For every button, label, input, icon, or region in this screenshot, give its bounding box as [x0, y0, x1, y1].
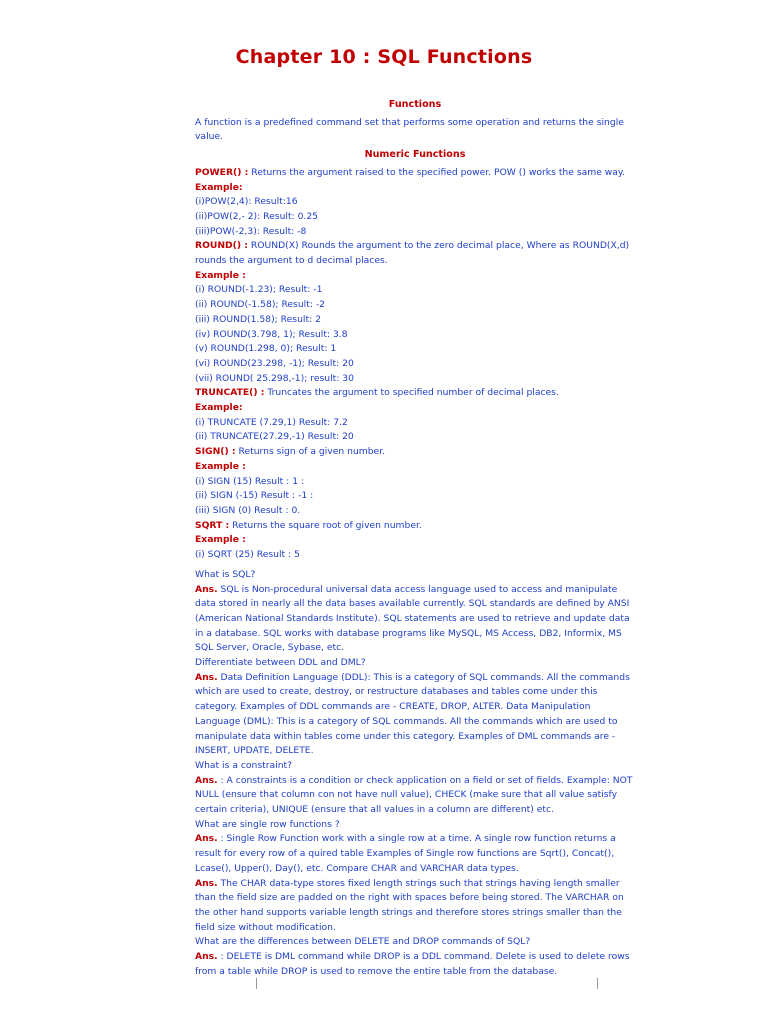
truncate-example: (i) TRUNCATE (7.29,1) Result: 7.2: [195, 416, 348, 428]
round-definition: [195, 239, 635, 268]
answer: [195, 950, 635, 979]
answer-label: Ans.: [195, 877, 218, 889]
functions-heading: Functions: [388, 99, 442, 110]
round-example: (vi) ROUND(23.298, -1); Result: 20: [195, 357, 354, 369]
sign-definition: [195, 445, 635, 460]
answer-text: : Single Row Function work with a single row at a time. A single row function returns a result for every row of a quired table Examples of Single row functions are Sqrt(), Concat(), Lcase(), Upper(), Day(), etc. Compare CHAR and VARCHAR data types.: [195, 833, 616, 874]
sign-example: (ii) SIGN (-15) Result : -1 :: [195, 490, 314, 502]
sqrt-description: Returns the square root of given number.: [229, 519, 422, 531]
question: What are single row functions ?: [195, 818, 340, 830]
question: What is a constraint?: [195, 759, 293, 771]
round-example-label: Example :: [195, 269, 246, 281]
answer-text: : DELETE is DML command while DROP is a DDL command. Delete is used to delete rows from a table while DROP is used to remove the entire table from the database.: [195, 951, 630, 977]
answer-label: Ans.: [195, 951, 218, 963]
question: What is SQL?: [195, 568, 256, 580]
answer: [195, 583, 635, 657]
round-example: (i) ROUND(-1.23); Result: -1: [195, 284, 323, 296]
power-label: POWER() :: [195, 166, 249, 178]
sign-example-label: Example :: [195, 460, 246, 472]
sqrt-label: SQRT :: [195, 519, 230, 531]
answer-label: Ans.: [195, 833, 218, 845]
sqrt-example-label: Example :: [195, 534, 246, 546]
power-description: Returns the argument raised to the specified power. POW () works the same way.: [248, 166, 625, 178]
sign-example: (i) SIGN (15) Result : 1 :: [195, 475, 305, 487]
truncate-description: Truncates the argument to specified number of decimal places.: [264, 387, 559, 399]
answer: [195, 832, 635, 876]
round-example: (vii) ROUND( 25.298,-1); result: 30: [195, 372, 354, 384]
chapter-title: Chapter 10 : SQL Functions: [235, 46, 533, 68]
answer: [195, 877, 635, 936]
question: Differentiate between DDL and DML?: [195, 657, 366, 669]
document-body: [195, 98, 635, 979]
power-example: (i)POW(2,4): Result:16: [195, 196, 298, 208]
answer-label: Ans.: [195, 671, 218, 683]
round-label: ROUND() :: [195, 240, 248, 252]
answer: [195, 671, 635, 759]
sqrt-example: (i) SQRT (25) Result : 5: [195, 549, 300, 561]
footer-left-divider: [256, 978, 257, 989]
answer-text: : A constraints is a condition or check application on a field or set of fields. Example: NOT NULL (ensure that column con not have null value), CHECK (make sure that all value satisfy certain criteria), UNIQUE (ensure that all values in a column are different) etc.: [195, 774, 633, 816]
power-example-label: Example:: [195, 181, 243, 193]
answer: [195, 774, 635, 818]
footer-right-divider: [597, 978, 598, 989]
answer-label: Ans.: [195, 583, 218, 595]
power-example: (iii)POW(-2,3): Result: -8: [195, 225, 307, 237]
truncate-definition: [195, 386, 635, 401]
round-example: (v) ROUND(1.298, 0); Result: 1: [195, 343, 337, 355]
power-definition: [195, 166, 635, 181]
sign-description: Returns sign of a given number.: [235, 446, 386, 458]
round-example: (iii) ROUND(1.58); Result: 2: [195, 313, 321, 325]
truncate-example: (ii) TRUNCATE(27.29,-1) Result: 20: [195, 431, 354, 443]
intro-paragraph: A function is a predefined command set that performs some operation and returns the single value.: [195, 116, 624, 143]
answer-text: The CHAR data-type stores fixed length strings such that strings having length smaller than the field size are padded on the right with spaces before being stored. The VARCHAR on the other hand supports variable length strings and therefore stores strings smaller than the field size without modification.: [195, 877, 624, 933]
numeric-functions-heading: Numeric Functions: [364, 149, 466, 161]
sqrt-definition: [195, 519, 635, 534]
truncate-label: TRUNCATE() :: [195, 387, 265, 399]
sign-example: (iii) SIGN (0) Result : 0.: [195, 504, 301, 516]
round-example: (iv) ROUND(3.798, 1); Result: 3.8: [195, 328, 348, 340]
answer-label: Ans.: [195, 774, 218, 786]
answer-text: Data Definition Language (DDL): This is a category of SQL commands. All the commands which are used to create, destroy, or restructure databases and tables come under this category. Examples of DDL commands are - CREATE, DROP, ALTER. Data Manipulation Language (DML): This is a category of SQL commands. All the commands which are used to manipulate data within tables come under this category. Examples of DML commands are - INSERT, UPDATE, DELETE.: [195, 671, 630, 757]
round-example: (ii) ROUND(-1.58); Result: -2: [195, 299, 326, 311]
truncate-example-label: Example:: [195, 402, 243, 414]
answer-text: SQL is Non-procedural universal data access language used to access and manipulate data stored in nearly all the data bases available currently. SQL standards are defined by ANSI (American National Standards Institute). SQL statements are used to retrieve and update data in a database. SQL works with database programs like MySQL, MS Access, DB2, Informix, MS SQL Server, Oracle, Sybase, etc.: [195, 583, 630, 654]
question: What are the differences between DELETE and DROP commands of SQL?: [195, 936, 531, 948]
sign-label: SIGN() :: [195, 446, 236, 458]
round-description: ROUND(X) Rounds the argument to the zero decimal place, Where as ROUND(X,d) rounds the argument to d decimal places.: [195, 240, 630, 267]
power-example: (ii)POW(2,- 2): Result: 0.25: [195, 210, 319, 222]
